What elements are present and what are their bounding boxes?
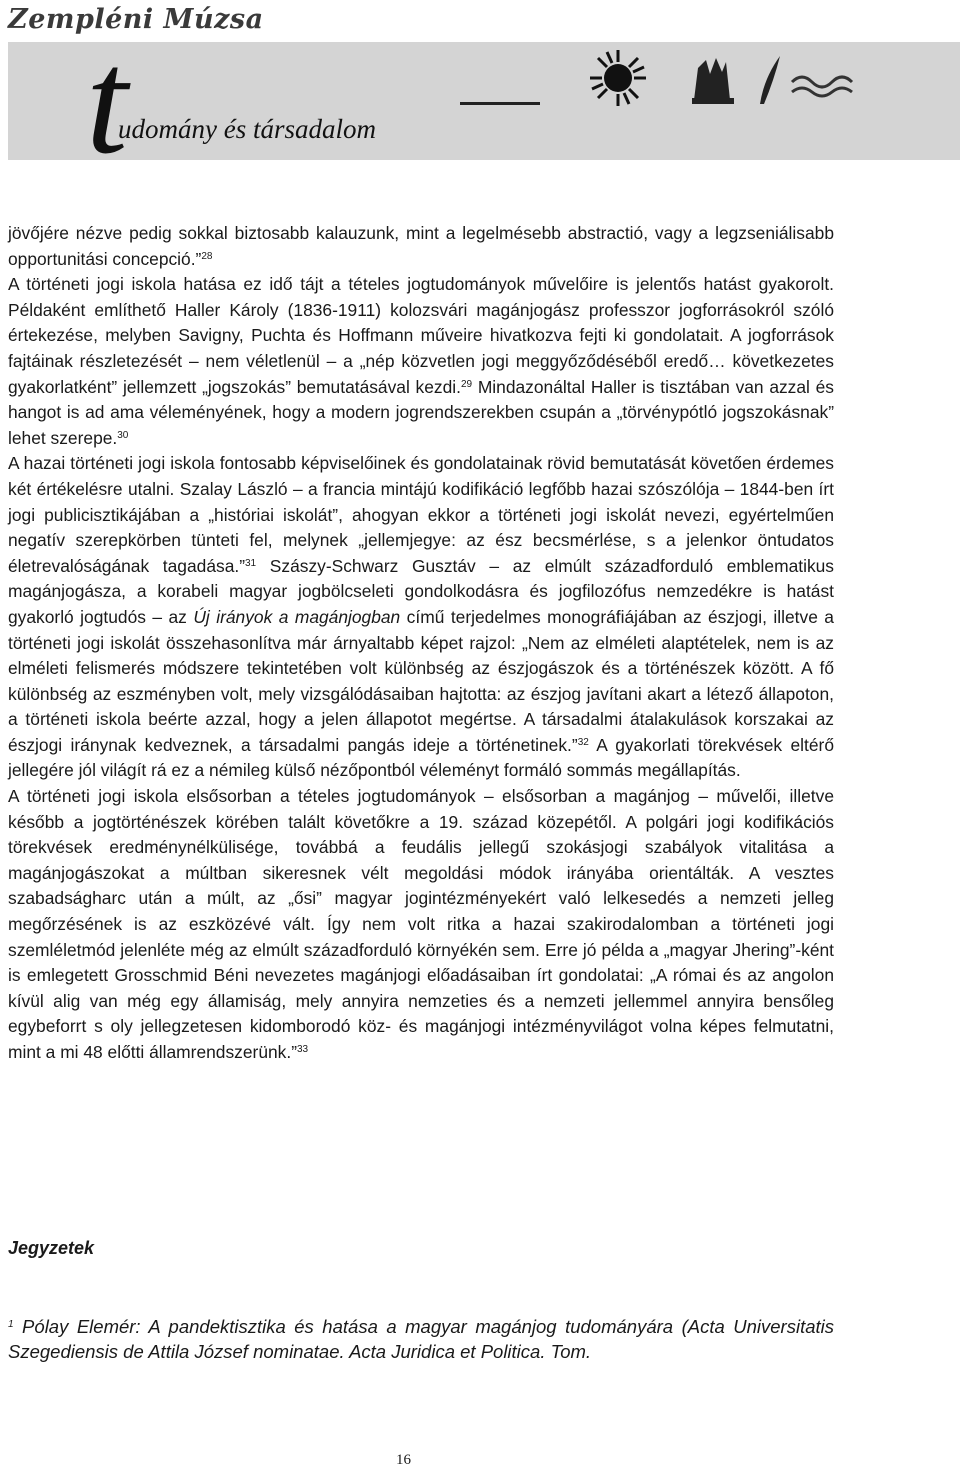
text-run: jövőjére nézve pedig sokkal biztosabb kalauzunk, mint a legelmésebb abstractió, vagy a legzseniálisabb opportunitási concepció.”: [8, 223, 834, 269]
text-run: A történeti jogi iskola elsősorban a tételes jogtudományok – elsősorban a magánjog – művelői, illetve később a jogtörténészek körében talált követőkre a 19. század közepétől. A polgári jogi kodifikációs törekvések eredménynélkülisége, továbbá a feudális jellegű szokásjogi szabályok vitalitása a magánjogászokat a múltban sikeresnek vélt megoldási módok irányába orientálták. A vesztes szabadságharc után a múlt, az „ősi” magyar jogintézményekért való lelkesedés a nemzeti jelleg megőrzésének is az eszközévé vált. Így nem volt ritka a hazai szakirodalomban a történeti jogi szemléletmód jelenléte még az elmúlt századforduló környékén sem. Erre jó példa a „magyar Jhering”-ként is emlegetett Grosschmid Béni nevezetes magánjogi előadásaiban írt gondolatai: „A római és az angolon kívül alig van még egy államiság, mely annyira nemzeties és a nemzeti jellemmel annyira bensőleg egybeforrt s oly jellegzetesen kidomborodó köz- és magánjogi intézményvilágot volna képes felmutatni, mint a mi 48 előtti államrendszerünk.”: [8, 786, 834, 1062]
footnote-ref: 29: [460, 378, 473, 390]
book-title: Új irányok a magánjogban: [193, 606, 401, 627]
decorative-ornaments: [578, 46, 958, 110]
wave-ornament-icon: [792, 77, 852, 96]
article-body: [8, 221, 834, 1066]
section-title-text: udomány és társadalom: [118, 114, 376, 144]
paragraph: [8, 784, 834, 1066]
section-title: [118, 114, 376, 145]
section-initial: t: [86, 19, 128, 185]
footnote-ref: 32: [577, 736, 589, 748]
footnote-1: [8, 1314, 834, 1364]
banner-rule: [460, 102, 540, 105]
text-run: A gyakorlati törekvések eltérő jellegére jól világít rá ez a némileg külső nézőpontból véleményt formáló sommás megállapítás.: [8, 734, 835, 781]
footnote-ref: 30: [117, 429, 129, 441]
footnote-ref: 31: [245, 557, 257, 569]
paragraph: [8, 272, 834, 451]
text-run: című terjedelmes monográfiájában az észjogi, illetve a történeti jogi iskolát összehasonlítva már árnyaltabb képet rajzol: „Nem az elméleti alaptételek, nem is az elméleti felismerés módszere tekintetében volt különbség az észjogászok és a történészek között. A fő különbség az eszményben volt, mely vizsgálódásaiban hajtotta: az észjog javítani akart a létező állapoton, a történeti iskola beérte azzal, hogy a jelen állapotot megértse. A társadalmi átalakulások korszakai az észjogi iránynak kedveznek, a társadalmi pangás ideje a történetinek.”: [8, 606, 834, 755]
footnote-ref: 28: [201, 250, 213, 262]
quill-ornament-icon: [760, 56, 780, 104]
journal-title: Zempléni Múzsa: [8, 4, 264, 35]
figure-ornament-icon: [692, 58, 734, 104]
footnote-number: 1: [8, 1319, 14, 1330]
text-run: Szászy-Schwarz Gusztáv – az elmúlt századforduló emblematikus magánjogásza, a korabeli magyar jogbölcseleti gondolkodásra és jogfilozófus nemzedékre is hatást gyakorló jogtudós – az: [8, 555, 835, 627]
sun-ornament-icon: [590, 50, 646, 106]
footnote-ref: 33: [297, 1044, 309, 1055]
paragraph: [8, 451, 834, 784]
text-run: A hazai történeti jogi iskola fontosabb képviselőinek és gondolatainak rövid bemutatását követően érdemes két értékelésre utalni. Szalay László – a francia mintájú kodifikáció legfőbb hazai szószólója – 1844-ben írt jogi publicisztikájában a „históriai iskolát”, ahogyan ekkor a történeti jogi iskolát nevezi, egyértelműen negatív szerepkörben tünteti fel, melynek „jellemjegye: az ész becsmérlése, s a jelenkor öntudatos életrevalóságának tagadása.”: [8, 453, 834, 576]
paragraph: [8, 221, 834, 272]
text-run: A történeti jogi iskola hatása ez idő tájt a tételes jogtudományok művelőire is jelentős hatást gyakorolt. Példaként említhető Haller Károly (1836-1911) kolozsvári magánjogász professzor jogforrásokról szóló értekezése, melyben Savigny, Puchta és Hoffmann műveire hivatkozva fejti ki gondolatait. A jogforrások fajtáinak részletezését – nem véletlenül – a „nép közvetlen jogi meggyőződéséből eredő… következetes gyakorlatként” jellemzett „jogszokás” bemutatásával kezdi.: [8, 274, 834, 397]
text-run: Mindazonáltal Haller is tisztában van azzal és hangot is ad ama véleményének, hogy a modern jogrendszerekben csupán a „törvénypótló jogszokásnak” lehet szerepe.: [8, 376, 834, 448]
masthead: [0, 0, 960, 40]
notes-heading: Jegyzetek: [8, 1238, 95, 1258]
page-number: 16: [396, 1452, 411, 1468]
footnote-text: Pólay Elemér: A pandektisztika és hatása a magyar magánjog tudományára (Acta Universitatis Szegediensis de Attila József nominatae. Acta Juridica et Politica. Tom.: [8, 1316, 834, 1362]
